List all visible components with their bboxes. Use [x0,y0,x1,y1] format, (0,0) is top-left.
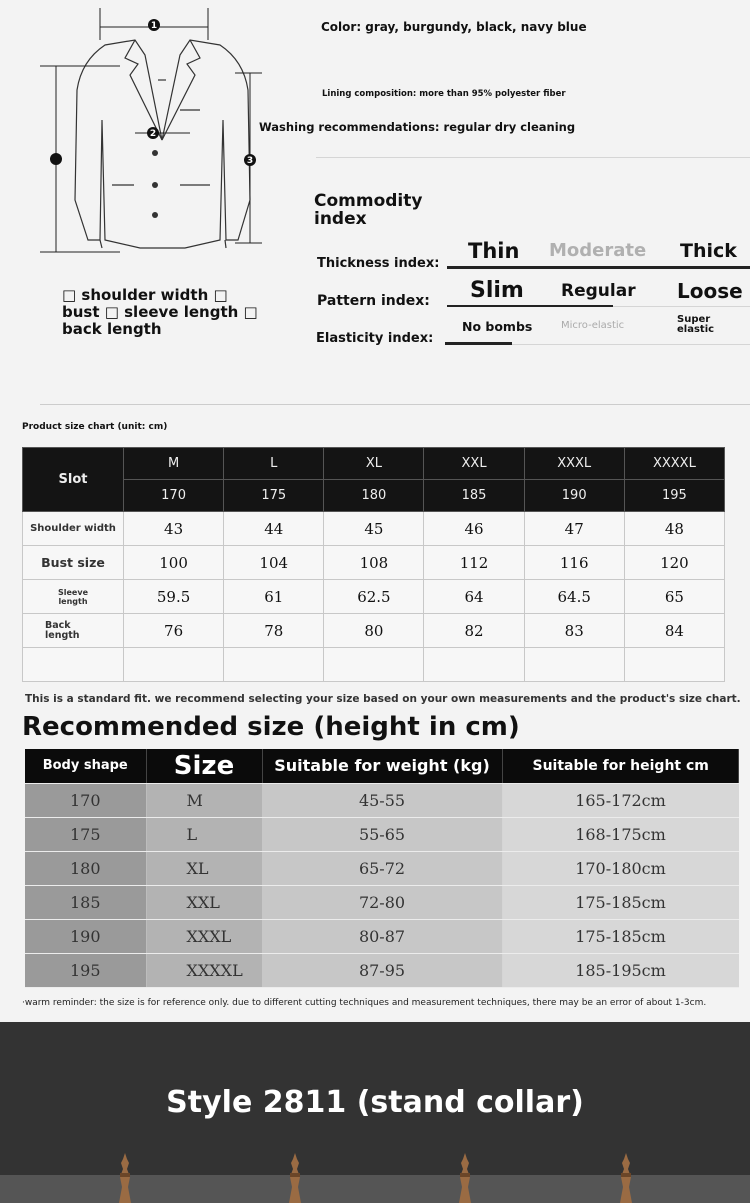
header-row [25,749,739,783]
table-row [25,783,739,817]
table-cell: 82 [424,614,524,648]
table-row [23,614,725,648]
hanger-icon [457,1153,473,1203]
product-strip [0,1175,750,1203]
height-cell: 170 [124,480,224,512]
empty-cell [324,648,424,682]
size-cell: XL [324,448,424,480]
commodity-index-title: Commodity index [314,191,423,229]
table-row [23,512,725,546]
size-cell: XXXL [524,448,624,480]
size-cell: M [124,448,224,480]
color-spec: Color: gray, burgundy, black, navy blue [321,20,587,34]
body-shape-cell: 185 [25,885,146,919]
table-cell: 116 [524,546,624,580]
jacket-measurement-diagram [30,0,270,260]
weight-cell: 87-95 [262,953,502,987]
size-cell: XXXL [146,919,262,953]
table-row [25,953,739,987]
pattern-label: Pattern index: [317,293,430,309]
table-row [23,546,725,580]
elasticity-scale-bar [445,342,512,345]
row-label: Shoulder width [23,512,124,546]
header-body-shape: Body shape [25,749,146,783]
table-row [25,817,739,851]
warm-reminder: ·warm reminder: the size is for reference only. due to different cutting techniques and measurement techniques, there may be an error of about 1-3cm. [22,998,707,1008]
header-height: Suitable for height cm [502,749,739,783]
height-row [23,480,725,512]
body-shape-cell: 180 [25,851,146,885]
measurement-legend: □ shoulder width □ bust □ sleeve length □ back length [62,286,258,338]
size-row [23,448,725,480]
table-cell: 48 [624,512,724,546]
height-cell: 195 [624,480,724,512]
table-cell: 83 [524,614,624,648]
size-cell: L [146,817,262,851]
table-row [25,851,739,885]
table-cell: 84 [624,614,724,648]
marker-1: 1 [150,21,158,31]
recommended-size-table [25,749,739,988]
washing-spec: Washing recommendations: regular dry cleaning [259,120,576,134]
body-shape-cell: 175 [25,817,146,851]
marker-2: 2 [149,129,157,139]
weight-cell: 80-87 [262,919,502,953]
elasticity-option-super: Super elastic [677,314,715,335]
hanger-icon [618,1153,634,1203]
thickness-option-thin: Thin [468,239,520,263]
table-cell: 78 [224,614,324,648]
table-cell: 61 [224,580,324,614]
height-cell: 175-185cm [502,885,739,919]
height-cell: 185-195cm [502,953,739,987]
size-cell: XXL [146,885,262,919]
row-label: Bust size [23,546,124,580]
table-cell: 65 [624,580,724,614]
slot-header: Slot [23,448,124,512]
body-shape-cell: 170 [25,783,146,817]
thickness-scale-bar [447,266,750,269]
height-cell: 175 [224,480,324,512]
hanger-icon [287,1153,303,1203]
empty-cell [224,648,324,682]
thickness-option-thick: Thick [680,240,737,262]
table-cell: 59.5 [124,580,224,614]
marker-3: 3 [246,156,254,166]
weight-cell: 65-72 [262,851,502,885]
size-cell: L [224,448,324,480]
weight-cell: 55-65 [262,817,502,851]
table-cell: 43 [124,512,224,546]
table-cell: 76 [124,614,224,648]
size-cell: M [146,783,262,817]
table-cell: 44 [224,512,324,546]
height-cell: 185 [424,480,524,512]
pattern-scale-bar [447,305,613,307]
size-cell: XXXXL [624,448,724,480]
pattern-option-loose: Loose [677,279,743,303]
table-cell: 112 [424,546,524,580]
elasticity-option-micro: Micro-elastic [561,320,625,331]
table-cell: 104 [224,546,324,580]
table-cell: 100 [124,546,224,580]
empty-cell [624,648,724,682]
table-row [25,885,739,919]
pattern-scale-track [613,306,750,307]
weight-cell: 45-55 [262,783,502,817]
elasticity-option-no-bombs: No bombs [462,319,533,334]
pattern-option-slim: Slim [470,278,524,303]
height-cell: 168-175cm [502,817,739,851]
divider [316,157,750,158]
size-cell: XL [146,851,262,885]
row-label: Back length [23,614,124,648]
table-cell: 47 [524,512,624,546]
header-weight: Suitable for weight (kg) [262,749,502,783]
table-row [23,580,725,614]
size-cell: XXL [424,448,524,480]
table-cell: 120 [624,546,724,580]
table-cell: 64 [424,580,524,614]
thickness-option-moderate: Moderate [549,240,647,261]
empty-cell [23,648,124,682]
section-divider [40,404,750,405]
table-cell: 80 [324,614,424,648]
table-cell: 46 [424,512,524,546]
lining-spec: Lining composition: more than 95% polyester fiber [322,89,566,99]
weight-cell: 72-80 [262,885,502,919]
height-cell: 170-180cm [502,851,739,885]
hanger-icon [117,1153,133,1203]
height-cell: 180 [324,480,424,512]
style-title: Style 2811 (stand collar) [166,1085,584,1120]
table-row-empty [23,648,725,682]
empty-cell [524,648,624,682]
size-cell: XXXXL [146,953,262,987]
height-cell: 190 [524,480,624,512]
size-chart-title: Product size chart (unit: cm) [22,422,168,432]
height-cell: 175-185cm [502,919,739,953]
elasticity-scale-track [512,344,750,345]
fit-note: This is a standard fit. we recommend selecting your size based on your own measurements and the product's size chart. [25,693,741,705]
empty-cell [124,648,224,682]
elasticity-label: Elasticity index: [316,331,434,346]
row-label: Sleeve length [23,580,124,614]
header-size: Size [146,749,262,783]
size-chart-table [22,447,725,682]
table-cell: 62.5 [324,580,424,614]
recommended-title: Recommended size (height in cm) [22,712,520,742]
table-row [25,919,739,953]
body-shape-cell: 190 [25,919,146,953]
table-cell: 45 [324,512,424,546]
pattern-option-regular: Regular [561,281,636,301]
body-shape-cell: 195 [25,953,146,987]
thickness-label: Thickness index: [317,256,440,271]
table-cell: 108 [324,546,424,580]
empty-cell [424,648,524,682]
height-cell: 165-172cm [502,783,739,817]
table-cell: 64.5 [524,580,624,614]
